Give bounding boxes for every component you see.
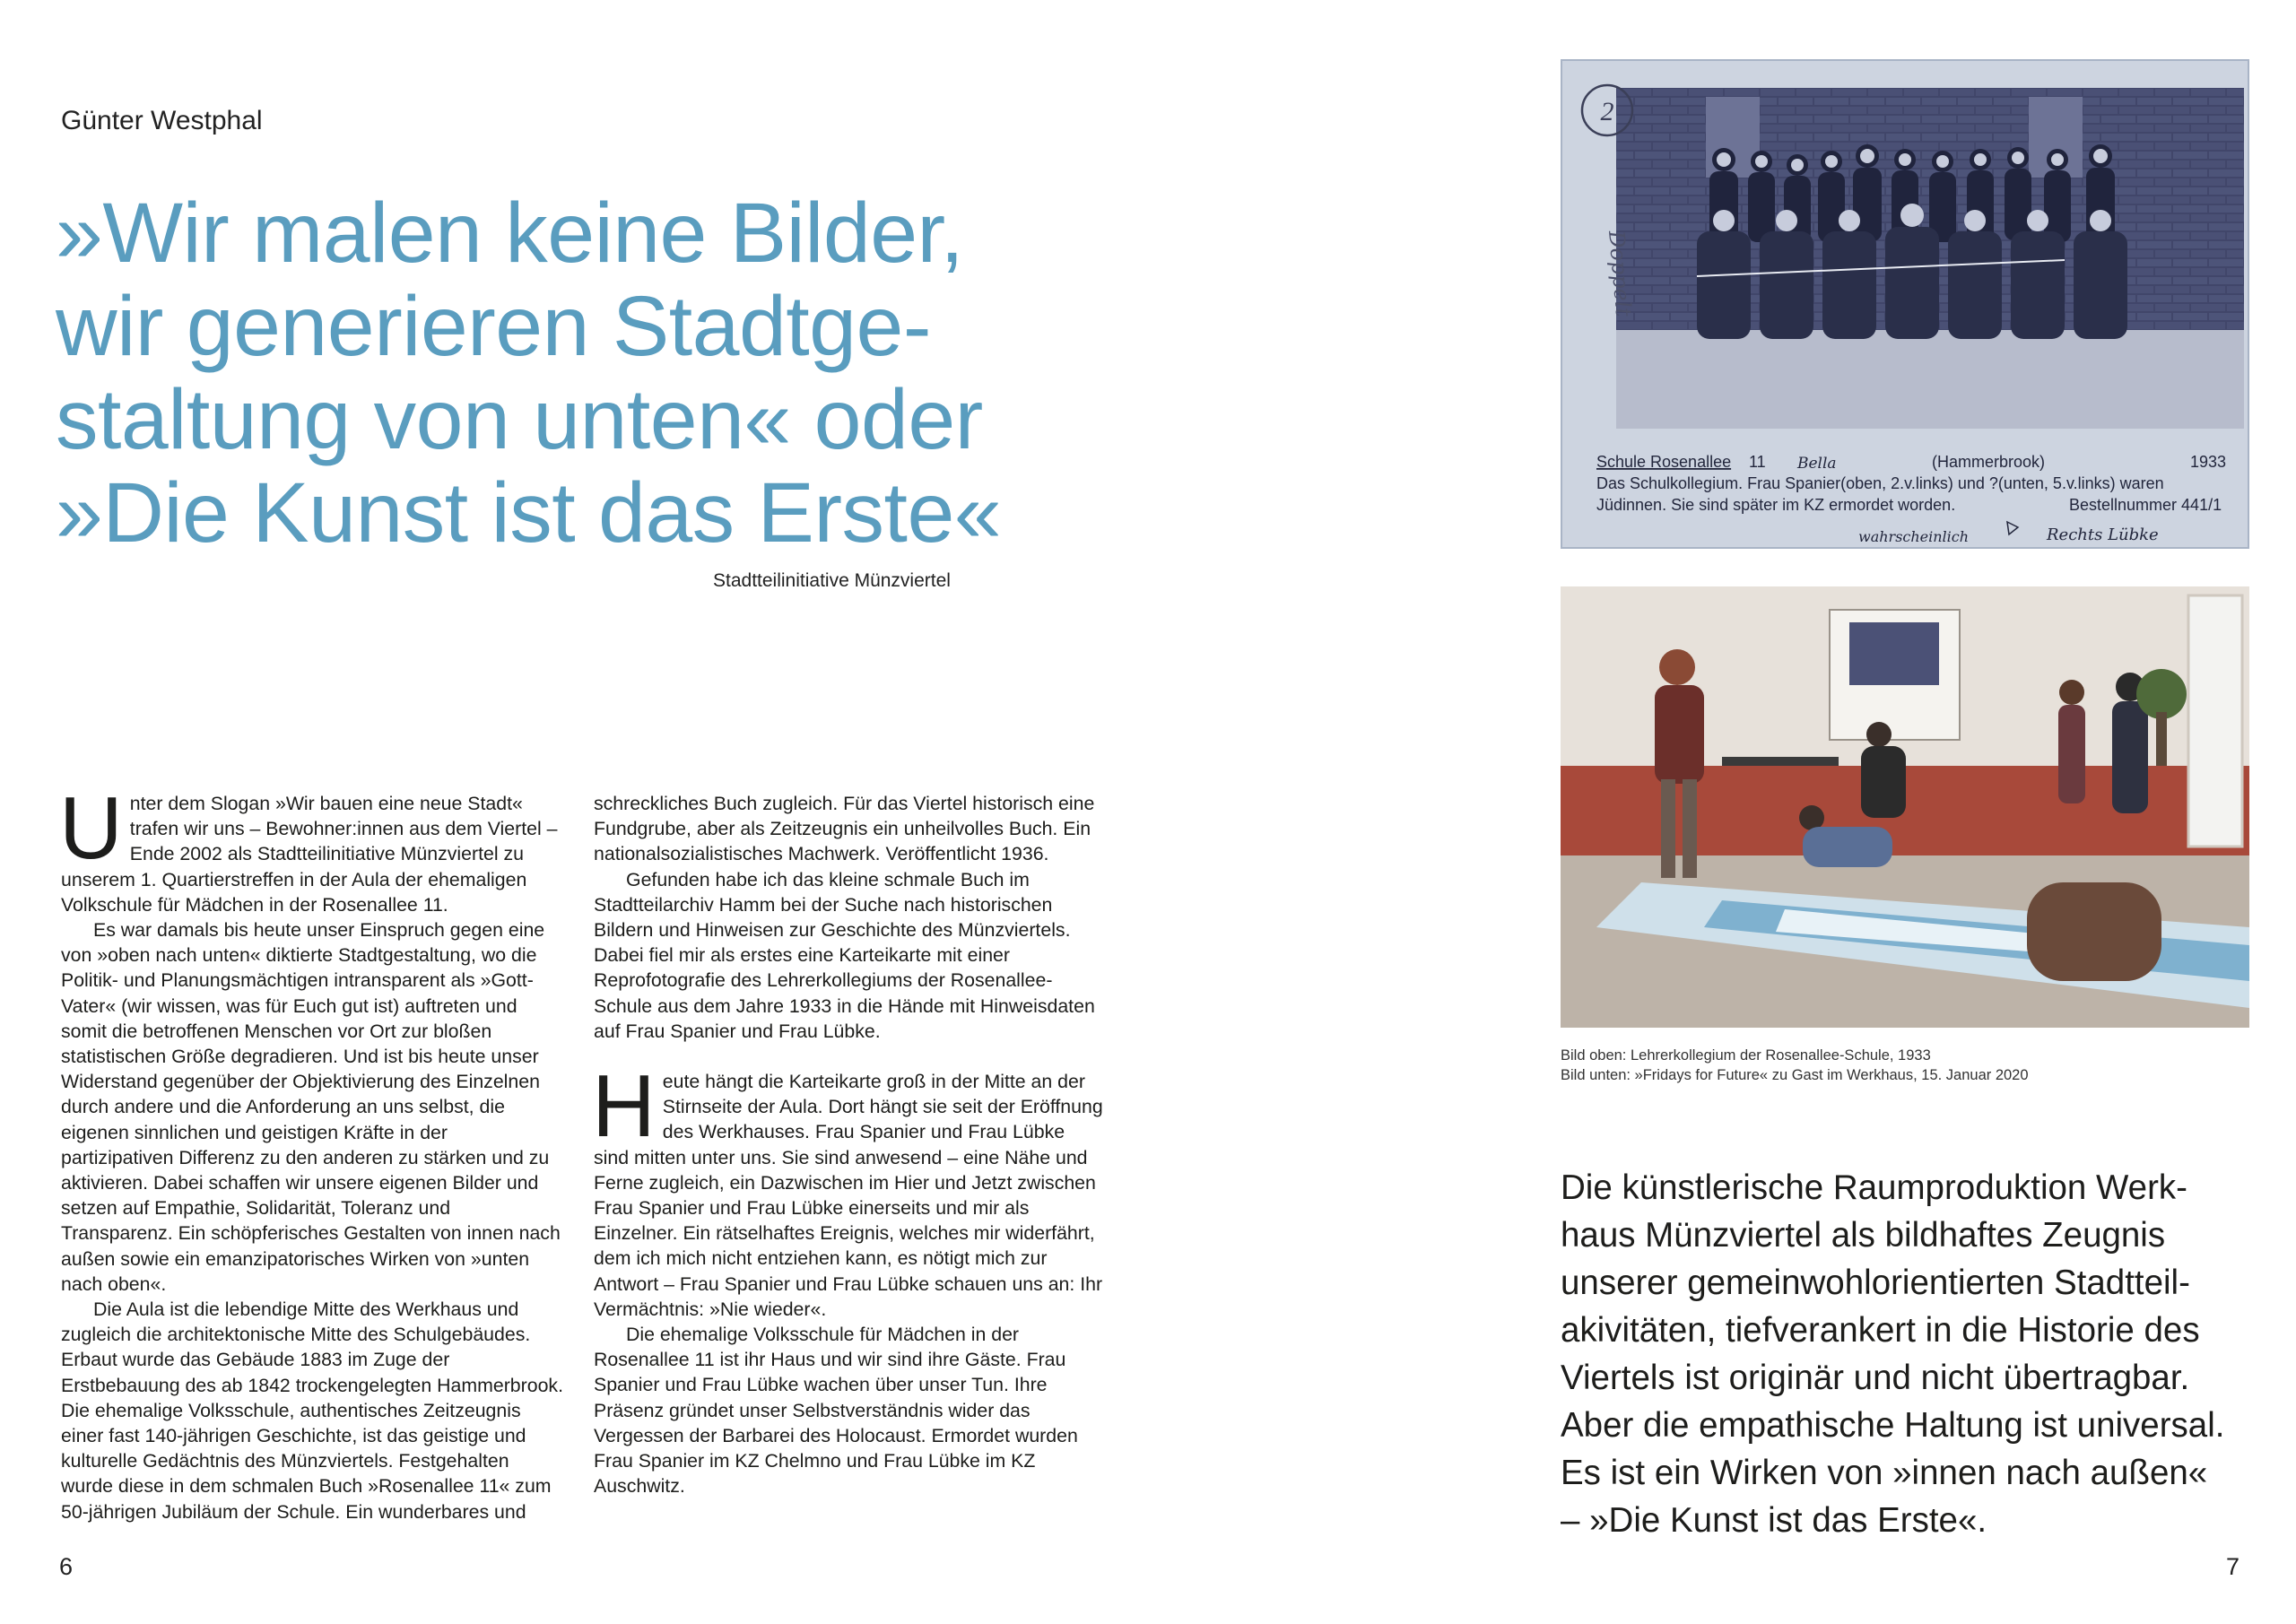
statement-line: – »Die Kunst ist das Erste«. xyxy=(1561,1501,1987,1540)
statement-line: Aber die empathische Haltung ist universal. xyxy=(1561,1406,2225,1445)
card-description-2: Jüdinnen. Sie sind später im KZ ermordet worden. xyxy=(1596,496,1956,514)
card-school: Schule Rosenallee xyxy=(1596,453,1732,471)
paragraph-text: nter dem Slogan »Wir bauen eine neue Stadt« trafen wir uns – Bewohner:innen aus dem Viertel – Ende 2002 als Stadtteilinitiative Münzviertel zu unserem 1. Quartierstreffen in der Aula der ehemaligen Volkschule für Mädchen in der Rosenallee 11. xyxy=(61,793,558,916)
archive-card-illustration xyxy=(1562,61,2249,549)
card-order-number: Bestellnummer 441/1 xyxy=(2069,496,2222,514)
drop-cap: H xyxy=(592,1056,656,1156)
statement-line: Es ist ein Wirken von »innen nach außen« xyxy=(1561,1454,2208,1492)
text-column-1 xyxy=(59,778,563,1524)
workshop-photo xyxy=(1561,586,2249,1028)
card-handwriting-note: wahrscheinlich xyxy=(1858,528,1970,545)
archive-card-photo xyxy=(1561,59,2249,549)
drop-cap: U xyxy=(59,778,123,877)
headline-line: wir generieren Stadtge- xyxy=(56,279,931,374)
page-number-left: 6 xyxy=(59,1553,74,1580)
statement xyxy=(1561,1164,2269,1544)
paragraph: Die Aula ist die lebendige Mitte des Werkhaus und zugleich die architektonische Mitte des Schulgebäudes. Erbaut wurde das Gebäude 1883 im Zuge der Erstbebauung des ab 1842 trockengelegten Hammerbrook. xyxy=(61,1298,563,1396)
statement-line: unserer gemeinwohlorientierten Stadtteil- xyxy=(1561,1264,2190,1302)
paragraph xyxy=(59,778,563,917)
paragraph: Die ehemalige Volksschule, authentisches Zeitzeugnis einer fast 140-jährigen Geschichte, ist das geistige und kulturelle Gedächtnis des Münzviertels. Festgehalten wurde diese in dem schmalen Buch »Rosenallee 11« zum 50-jährigen Jubiläum der Schule. Ein wunderbares und xyxy=(61,1399,552,1523)
caption-top: Bild oben: Lehrerkollegium der Rosenallee-Schule, 1933 xyxy=(1561,1047,1931,1064)
card-handwriting-note: Rechts Lübke xyxy=(2047,525,2159,544)
paragraph: Gefunden habe ich das kleine schmale Buch im Stadtteilarchiv Hamm bei der Suche nach historischen Bildern und Hinweisen zur Geschichte des Münzviertels. Dabei fiel mir als erstes eine Karteikarte mit einer Reprofotografie des Lehrerkollegiums der Rosenallee-Schule aus dem Jahre 1933 in die Hände mit Hinweisdaten auf Frau Spanier und Frau Lübke. xyxy=(594,868,1095,1042)
card-handwriting: Bella xyxy=(1797,455,1837,473)
card-number: 2 xyxy=(1600,97,1614,126)
paragraph: Es war damals bis heute unser Einspruch gegen eine von »oben nach unten« diktierte Stadtgestaltung, wo die Politik- und Planungsmächtigen intransparent als »Gott-Vater« (wir wissen, was für Euch gut ist) auftreten und somit die betroffenen Menschen vor Ort zur bloßen statistischen Größe degradieren. Und ist bis heute unser Widerstand gegenüber der Objektivierung des Einzelnen durch andere und die Anforderung an uns selbst, die eigenen sinnlichen und geistigen Kräfte in der partizipativen Differenz zu den anderen zu stärken und zu aktivieren. Dabei schaffen wir unsere eigenen Bilder und setzen auf Empathie, Solidarität, Toleranz und Transparenz. Ein schöpferisches Gestalten von innen nach außen sowie ein emanzipatorisches Wirken von »unten nach oben«. xyxy=(61,919,561,1295)
card-description: Das Schulkollegium. Frau Spanier(oben, 2.v.links) und ?(unten, 5.v.links) waren xyxy=(1596,474,2164,492)
headline-line: staltung von unten« oder xyxy=(56,372,983,467)
author-name: Günter Westphal xyxy=(61,106,263,135)
card-district: (Hammerbrook) xyxy=(1932,453,2046,471)
headline-line: »Wir malen keine Bilder, xyxy=(56,186,964,281)
statement-line: Die künstlerische Raumproduktion Werk- xyxy=(1561,1168,2187,1207)
statement-line: Viertels ist originär und nicht übertragbar. xyxy=(1561,1359,2190,1397)
paragraph-text: eute hängt die Karteikarte groß in der Mitte an der Stirnseite der Aula. Dort hängt sie seit der Eröffnung des Werkhauses. Frau Spanier und Frau Lübke sind mitten unter uns. Sie sind anwesend – eine Nähe und Ferne zugleich, ein Dazwischen im Hier und Jetzt zwischen Frau Spanier und Frau Lübke einerseits und mir als Einzelner. Ein rätselhaftes Ereignis, welches mir widerfährt, dem ich mich nicht entziehen kann, es nötigt mich zur Antwort – Frau Spanier und Frau Lübke schauen uns an: Ihr Vermächtnis: »Nie wieder«. xyxy=(594,1071,1103,1320)
subtitle: Stadtteilinitiative Münzviertel xyxy=(713,570,951,591)
card-side-note: Doppelt xyxy=(1604,230,1637,318)
photo-captions xyxy=(1561,1046,2029,1085)
headline-line: »Die Kunst ist das Erste« xyxy=(56,465,1002,560)
statement-line: akivitäten, tiefverankert in die Historie des xyxy=(1561,1311,2200,1350)
paragraph: schreckliches Buch zugleich. Für das Viertel historisch eine Fundgrube, aber als Zeitzeugnis ein unheilvolles Buch. Ein nationalsozialistisches Machwerk. Veröffentlicht 1936. xyxy=(594,793,1095,865)
card-year: 1933 xyxy=(2190,453,2227,471)
workshop-illustration xyxy=(1561,586,2249,1028)
text-column-2 xyxy=(594,791,1105,1498)
page-number-right: 7 xyxy=(2226,1553,2240,1580)
card-school-number: 11 xyxy=(1749,453,1766,471)
headline xyxy=(56,187,1060,560)
paragraph: Die ehemalige Volksschule für Mädchen in der Rosenallee 11 ist ihr Haus und wir sind ihre Gäste. Frau Spanier und Frau Lübke wachen über unser Tun. Ihre Präsenz gründet unser Selbstverständnis wider das Vergessen der Barbarei des Holocaust. Ermordet wurden Frau Spanier im KZ Chelmno und Frau Lübke im KZ Auschwitz. xyxy=(594,1324,1078,1498)
paragraph xyxy=(592,1056,1105,1322)
caption-bottom: Bild unten: »Fridays for Future« zu Gast im Werkhaus, 15. Januar 2020 xyxy=(1561,1067,2029,1083)
statement-line: haus Münzviertel als bildhaftes Zeugnis xyxy=(1561,1216,2166,1255)
